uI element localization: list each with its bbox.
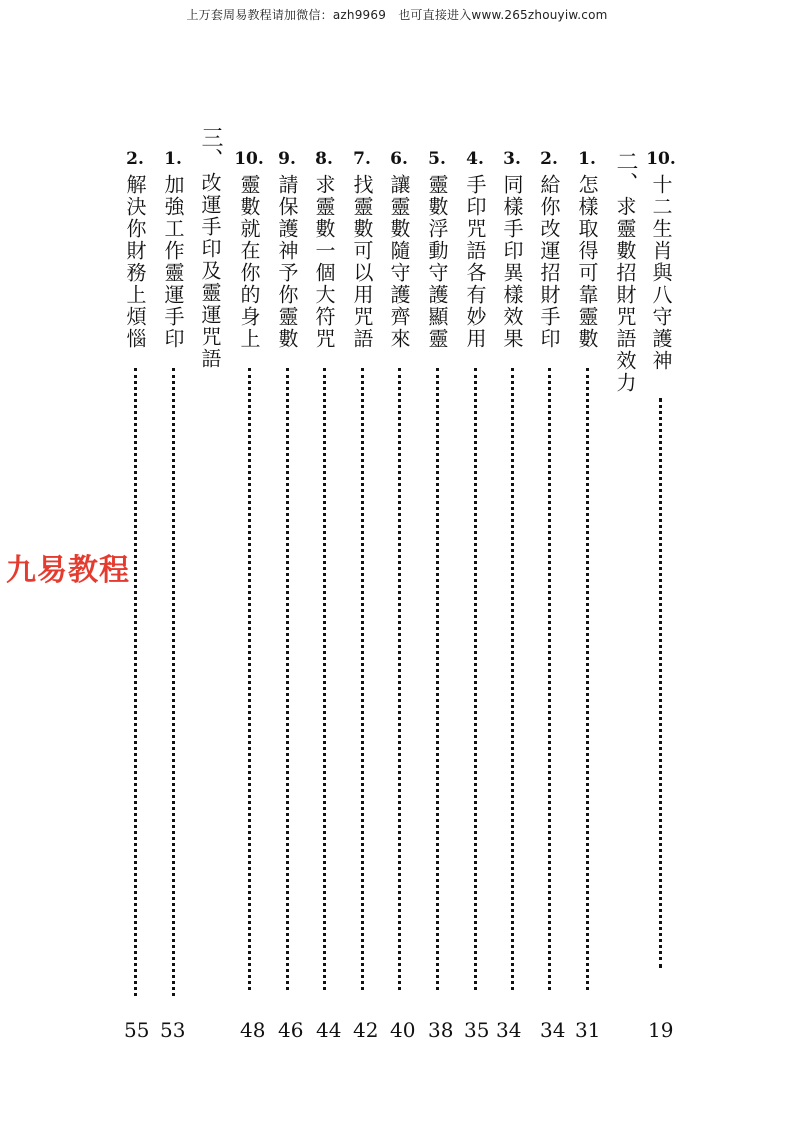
page-number: 44 [316, 1018, 342, 1042]
entry-number: 9. [278, 149, 296, 169]
entry-title: 十二生肖與八守護神 [649, 174, 673, 372]
page-header: 上万套周易教程请加微信：azh9969 也可直接进入www.265zhouyiw.com [186, 8, 608, 22]
entry-title: 請保護神予你靈數 [275, 174, 299, 350]
entry-number: 4. [466, 149, 484, 169]
toc-entry [309, 150, 339, 350]
toc-entry [234, 150, 264, 350]
page-number: 42 [353, 1018, 379, 1042]
page-number: 55 [124, 1018, 150, 1042]
leader-dots [134, 368, 141, 996]
toc-entry [422, 150, 452, 350]
entry-title: 靈數浮動守護顯靈 [425, 174, 449, 350]
entry-number: 1. [164, 149, 182, 169]
toc-entry [120, 150, 150, 350]
leader-dots [286, 368, 293, 990]
toc-entry [572, 150, 602, 350]
page-number: 35 [464, 1018, 490, 1042]
section-number: 三、 [198, 126, 223, 170]
entry-title: 怎樣取得可靠靈數 [575, 174, 599, 350]
entry-title: 求靈數一個大符咒 [312, 174, 336, 350]
section-title: 改運手印及靈運咒語 [198, 172, 222, 370]
toc-entry [460, 150, 490, 350]
toc-entry [646, 150, 676, 372]
leader-dots [511, 368, 518, 990]
leader-dots [398, 368, 405, 990]
entry-title: 同樣手印異樣效果 [500, 174, 524, 350]
entry-title: 加強工作靈運手印 [161, 174, 185, 350]
leader-dots [248, 368, 255, 990]
entry-number: 2. [126, 149, 144, 169]
entry-number: 2. [540, 149, 558, 169]
watermark-logo: 九易教程 [6, 553, 130, 588]
entry-title: 手印咒語各有妙用 [463, 174, 487, 350]
leader-dots [659, 398, 666, 968]
entry-number: 3. [503, 149, 521, 169]
entry-title: 給你改運招財手印 [537, 174, 561, 350]
entry-number: 5. [428, 149, 446, 169]
entry-title: 靈數就在你的身上 [237, 174, 261, 350]
toc-entry [272, 150, 302, 350]
page-number: 19 [648, 1018, 674, 1042]
entry-number: 8. [315, 149, 333, 169]
toc-section-heading [195, 126, 225, 370]
page-number: 40 [390, 1018, 416, 1042]
page-number: 53 [160, 1018, 186, 1042]
entry-number: 10. [234, 149, 264, 169]
toc-entry [158, 150, 188, 350]
toc-entry [497, 150, 527, 350]
entry-number: 7. [353, 149, 371, 169]
page-number: 34 [496, 1018, 522, 1042]
leader-dots [548, 368, 555, 990]
page-number: 46 [278, 1018, 304, 1042]
leader-dots [436, 368, 443, 990]
toc-section-heading [610, 150, 640, 394]
entry-number: 6. [390, 149, 408, 169]
page-number: 34 [540, 1018, 566, 1042]
leader-dots [586, 368, 593, 990]
entry-title: 解決你財務上煩惱 [123, 174, 147, 350]
section-number: 二、 [613, 150, 638, 194]
entry-number: 1. [578, 149, 596, 169]
page-number: 38 [428, 1018, 454, 1042]
section-title: 求靈數招財咒語效力 [613, 196, 637, 394]
toc-entry [384, 150, 414, 350]
leader-dots [172, 368, 179, 996]
leader-dots [474, 368, 481, 990]
page-number: 48 [240, 1018, 266, 1042]
entry-title: 讓靈數隨守護齊來 [387, 174, 411, 350]
toc-entry [534, 150, 564, 350]
page-number: 31 [575, 1018, 601, 1042]
toc-entry [347, 150, 377, 350]
entry-title: 找靈數可以用咒語 [350, 174, 374, 350]
entry-number: 10. [646, 149, 676, 169]
leader-dots [323, 368, 330, 990]
leader-dots [361, 368, 368, 990]
